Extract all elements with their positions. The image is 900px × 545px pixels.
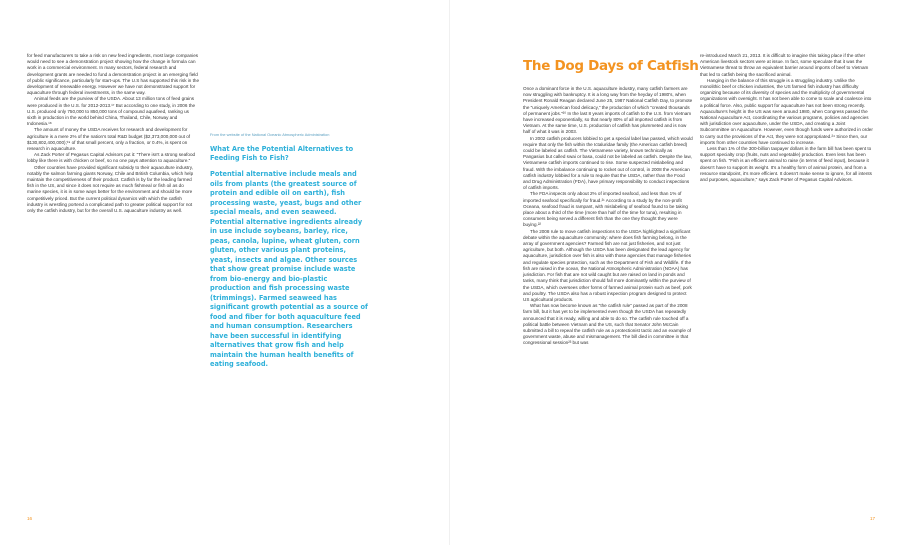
paragraph: Other countries have provided significant subsidy to their aquaculture industry, notably the salmon farming giants Norway, Chile and British Columbia, which help maintain the competitiveness of their product. Catfish is by far the leading farmed fish in the US, and since it does not require as much fishmeal or fish oil as do marine species, it is in some ways better for the environment and should be more competitively priced. But the current political dynamics with which the catfish industry is wrestling portend a complicated path to greater political support for not only the catfish industry, but for the overall U.S. aquaculture industry as well. [27, 164, 194, 214]
paragraph: Once a dominant force in the U.S. aquaculture industry, many catfish farmers are now struggling with bankruptcy. It is a long way from the heyday of 1980's, when President Ronald Reagan declared June 25, 1987 National Catfish Day, to promote the "uniquely American food delicacy," the production of which "created thousands of permanent jobs."²⁰ In the last 8 years imports of catfish to the U.S. from Vietnam have increased exponentially, so that nearly 80% of all imported catfish is from Vietnam. At the same time, U.S. production of catfish has plummeted and is now half of what it was in 2003. [523, 86, 693, 135]
right-page [450, 0, 900, 545]
right-page-column-1 [523, 86, 693, 347]
left-page-column [27, 53, 199, 214]
paragraph: The FDA inspects only about 2% of imported seafood, and less than 1% of imported seafood specifically for fraud.²¹ According to a study by the non-profit Oceana, seafood fraud is rampant, with mislabeling of seafood found to be taking place about a third of the time (more than half of the time for tuna), resulting in consumers being served a different fish than the one they thought they were buying.²² [523, 191, 688, 228]
paragraph: Animal feeds are the purview of the USDA. About 13 million tons of feed grains were produced in the U.S. for 2012-2013.¹⁷ But according to one study, in 2006 the U.S. produced only 750,000 to 850,000 tons of compound aquafeed, ranking us sixth in production in the world behind China, Thailand, Chile, Norway and Indonesia.¹⁸ [27, 96, 196, 127]
sidebar-heading: What Are the Potential Alternatives to Feeding Fish to Fish? [210, 145, 354, 163]
paragraph: The 2008 rule to move catfish inspections to the USDA highlighted a significant debate within the aquaculture community: where does fish farming belong, in the array of government agencies? Farmed fish are not just fisheries, and not just agriculture, but both. Although the USDA has been designated the lead agency for aquaculture, jurisdiction over fish is also with those agencies that manage fisheries and regulate species protection, such as the Department of Fish and Wildlife. If the fish are raised in the ocean, the National Atmospheric Administration (NOAA) has jurisdiction. For fish that are not wild caught but are raised on land in ponds and tanks, many think that jurisdiction should fall more dominantly within the purview of the USDA, which oversees other forms of farmed animal protein such as beef, pork and poultry. The USDA also has a robust inspection program designed to protect US agricultural products. [523, 228, 692, 302]
page-number-right: 17 [870, 516, 876, 521]
sidebar-body: Potential alternative include meals and oils from plants (the greatest source of protein and edible oil on earth), fish processing waste, yeast, bugs and other special meals, and even seaweed. Potential alternative ingredients already in use include soybeans, barley, rice, peas, canola, lupine, wheat gluten, corn gluten, other various plant proteins, yeast, insects and algae. Other sources that show great promise include waste from bio-energy and bio-plastic production and fish processing waste (trimmings). Farmed seaweed has significant growth potential as a source of food and fiber for both aquaculture feed and human consumption. Researchers have been successful in identifying alternatives that grow fish and help maintain the human health benefits of eating seafood. [210, 170, 368, 369]
paragraph: Less than 1% of the 300-billion taxpayer dollars in the farm bill has been spent to support specialty crop (fruits, nuts and vegetable) production. Even less has been spent on fish. "Fish is an efficient animal to raise (in terms of feed input), because it doesn't have to support its weight. It's a healthy form of animal protein, and from a resource standpoint, it's more efficient. It doesn't make sense to ignore, for all intents and purposes, aquaculture," says Zack Porter of Pegasus Capital Advisors. [700, 146, 872, 183]
paragraph: re-introduced March 21, 2013. It is difficult to imagine this taking place if the other American livestock sectors were at issue. In fact, some speculate that it was the Vietnamese threat to throw an equivalent barrier around imports of beef to Vietnam that led to catfish being the sacrificed animal. [700, 53, 869, 77]
sidebar-box [210, 132, 370, 370]
article-title: The Dog Days of Catfish [523, 58, 699, 74]
page-number-left: 16 [27, 516, 33, 521]
paragraph: What has now become known as "the catfish rule" passed as part of the 2008 farm bill, but it has yet to be implemented even though the USDA has repeatedly announced that it is ready, willing and able to do so. The catfish rule touched off a political battle between Vietnam and the US, such that Senator John McCain submitted a bill to repeal the catfish rule as a protectionist tactic and an example of government waste, abuse and mismanagement. The bill died in committee in that congressional session²³ but was [523, 303, 692, 346]
paragraph: Hanging in the balance of this struggle is a struggling industry. Unlike the monolithic beef or chicken industries, the US farmed fish industry has difficulty organizing because of its diversity of species and the multiplicity of governmental organizations with oversight. It has not been able to come to scale and coalesce into a political force. Also, public support for aquaculture has not been strong recently. Aquaculture's height in the US was seen around 1980, when Congress passed the National Aquaculture Act, coordinating the various programs, policies and agencies with jurisdiction over aquaculture, under the USDA, and creating a Joint Subcommittee on Aquaculture. However, even though funds were authorized in order to carry out the provisions of the Act, they were not appropriated.²⁴ Since then, our imports from other countries have continued to increase. [700, 77, 873, 145]
paragraph: As Zack Porter of Pegasus Capital Advisors put it: "There isn't a strong seafood lobby like there is with chicken or beef, so no one pays attention to aquaculture." [27, 152, 196, 164]
paragraph: for feed manufacturers to take a risk on new feed ingredients, most large companies would need to see a demonstration project showing how the change in formula can work in a commercial environment. In many sectors, federal research and development grants are needed to fund a demonstration project in an emerging field of public significance, particularly for start-ups. The U.S has supported this risk in the development of renewable energy. However we have not demonstrated support for aquaculture through federal investments, in the same way. [27, 53, 200, 96]
paragraph: In 2002 catfish producers lobbied to get a special label law passed, which would require that only the fish within the Ictaluridae family (the American catfish breed) could be labeled as catfish. The Vietnamese variety, known technically as Pangasius but called swai or basa, could not be labeled as catfish. Despite the law, Vietnamese catfish imports continued to rise. Some suspected mislabeling and fraud. With the imbalance continuing to rocket out of control, in 2008 the American catfish industry lobbied for a rule to require that the USDA, rather than the Food and Drug Administration (FDA), have primary responsibility to conduct inspections of catfish imports. [523, 135, 693, 191]
right-page-column-2 [700, 53, 875, 183]
paragraph: The amount of money the USDA receives for research and development for agriculture is a mere 2% of the nation's total R&D budget ($2,373,000,000 out of $130,802,400,000);¹⁹ of that small percent, only a fraction, or 0.4%, is spent on research in aquaculture. [27, 127, 191, 152]
sidebar-caption: From the website of the National Oceanic Atmospheric Administration [210, 132, 330, 137]
